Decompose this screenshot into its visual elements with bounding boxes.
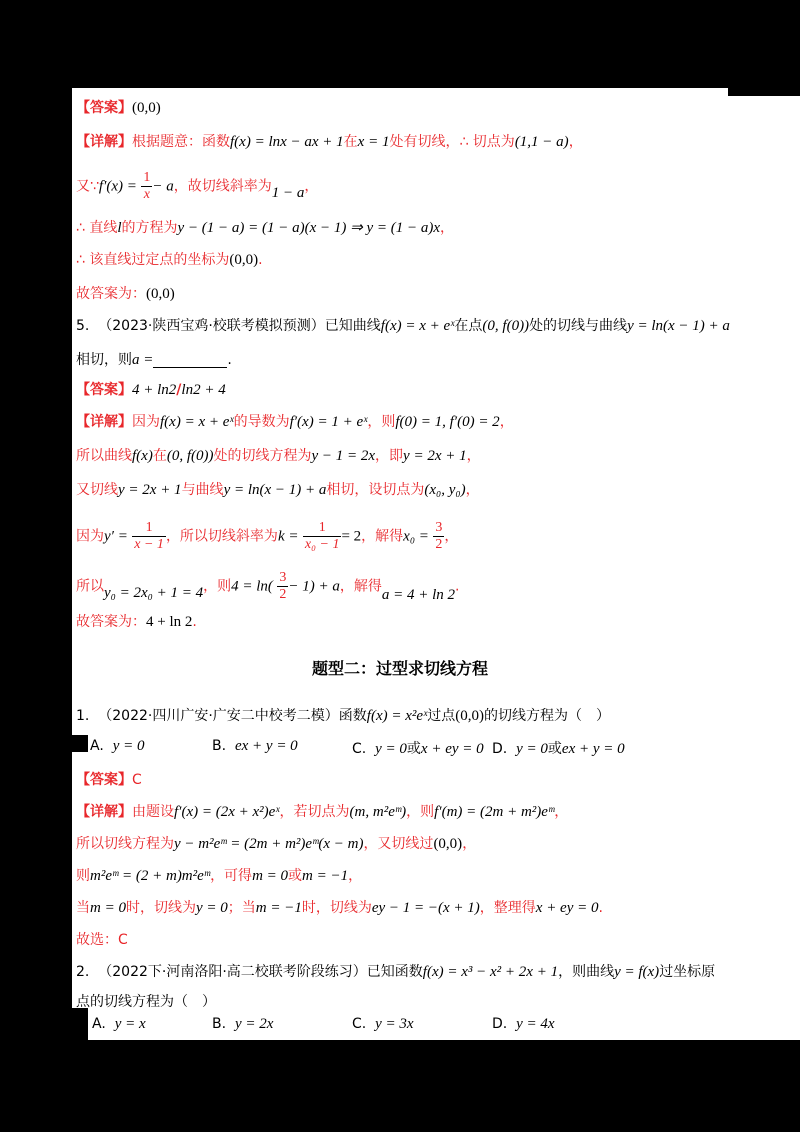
option-expr: ex + y = 0 [234,738,298,754]
answer-label: 【答案】 [76,100,132,116]
math: f(x) = x + eˣ [160,414,234,430]
question-source: （2022·四川广安·广安二中校考二模）函数 [98,708,367,724]
option-label: C. [352,1016,367,1032]
math: y = f(x) [614,964,660,980]
math: 1 − a [271,184,305,201]
denominator: 2 [435,537,443,552]
math: f(x) [132,448,153,464]
text: 与曲线 [181,482,224,498]
math: (x₀, y₀) [424,482,466,498]
choose-label: 故选： [76,932,118,948]
text: 处的切线与曲线 [529,318,628,334]
math: y = 2x + 1 [118,482,182,498]
text: 或 [406,741,421,757]
text: ，则曲线 [558,964,615,980]
math: (1,1 − a) [514,134,569,150]
text: ，可得 [210,868,253,884]
text: 的切线方程为（ ） [484,708,611,724]
text: . [455,578,460,595]
text: ， [465,482,480,498]
final-value: (0,0) [146,286,175,302]
q2-option-a[interactable] [92,1016,146,1033]
q2-stem-line-1 [76,962,715,982]
option-label: D. [492,1016,508,1032]
math: m²eᵐ = (2 + m)m²eᵐ [90,868,211,884]
text: 又切线 [76,482,118,498]
q5-answer-line [76,380,226,400]
q2-option-c[interactable] [352,1016,414,1033]
prev-final-answer [76,284,175,304]
option-label: B. [212,1016,227,1032]
denominator: x − 1 [134,537,164,552]
text: ，则 [406,804,435,820]
text: 在 [152,448,167,464]
page-corner-mask [728,88,800,96]
final-label: 故答案为： [76,614,146,630]
text: 的方程为 [121,220,178,236]
math: a = 4 + ln 2 [381,586,456,603]
numerator: 3 [435,520,443,535]
denominator: x₀ − 1 [304,537,340,552]
fraction [303,520,342,553]
denominator: 2 [279,587,287,602]
math: f(x) = lnx − ax + 1 [230,134,344,150]
text: ，则 [203,578,232,595]
text: ，整理得 [479,900,536,916]
text: 由题设 [132,804,174,820]
q1-detail-line-1 [76,802,568,822]
math: y = 0 [195,900,228,916]
option-expr: y = 4x [516,1016,555,1032]
text: ，解得 [339,578,382,595]
question-number: 5. [76,318,90,334]
math: (0,0) [455,708,485,724]
text: ；当 [227,900,256,916]
fraction [132,520,166,553]
math: f′(x) = 1 + eˣ [289,414,368,430]
math: y − m²eᵐ = (2m + m²)eᵐ(x − m) [174,836,364,852]
text: 在 [343,134,358,150]
math: y₀ = 2x₀ + 1 = 4 [104,584,204,601]
text: ，若切点为 [279,804,350,820]
option-label: A. [92,1016,106,1032]
math: (0,0) [229,252,259,268]
q1-option-c[interactable] [352,738,484,758]
q5-detail-line-5 [76,570,460,603]
q5-detail-line-2 [76,446,481,466]
text: . [192,614,197,630]
text: 的导数为 [233,414,290,430]
option-expr: y = 0 [516,741,548,757]
detail-label: 【详解】 [76,134,132,150]
q5-detail-line-4 [76,520,458,553]
math: (m, m²eᵐ) [349,804,407,820]
math: y = 2x + 1 [403,448,467,464]
math: y = ln(x − 1) + a [627,318,730,334]
q1-option-a[interactable] [90,738,144,755]
text: 过点 [427,708,456,724]
text: ， [304,178,319,195]
text: . [258,252,263,268]
question-number: 1. [76,708,90,724]
numerator: 1 [132,520,166,537]
page-edge-mask [72,1008,88,1040]
q1-detail-line-3 [76,866,362,886]
prev-answer-line [76,98,161,118]
math: − 1) + a [288,578,340,595]
text: ，故切线斜率为 [173,178,272,195]
text: ，所以切线斜率为 [165,528,278,545]
text: ， [568,134,583,150]
q2-option-b[interactable] [212,1016,273,1033]
text: . [598,900,603,916]
text: ， [444,528,459,545]
denominator: x [143,187,150,202]
text: ∴ 该直线过定点的坐标为 [76,252,230,268]
text: 所以切线方程为 [76,836,174,852]
math: f′(x) = [98,178,137,195]
option-expr: x + ey = 0 [420,741,484,757]
math: f′(m) = (2m + m²)eᵐ [434,804,555,820]
detail-label: 【详解】 [76,414,132,430]
text: 又∵ [76,178,99,195]
fraction [277,570,288,603]
math: = 2 [341,528,362,545]
math: a = [132,352,154,368]
math: m = 0 [90,900,126,916]
numerator: 1 [303,520,342,537]
question-number: 2. [76,964,90,980]
text: ，解得 [361,528,404,545]
option-expr: y = 3x [375,1016,414,1032]
math: − a [152,178,174,195]
math: (0, f(0)) [166,448,214,464]
choose-value: C [118,932,128,948]
option-expr: ex + y = 0 [561,741,625,757]
option-label: C. [352,741,367,757]
math: y′ = [104,528,128,545]
text: ，即 [375,448,404,464]
math: 4 = ln( [231,578,273,595]
q2-stem-line-2 [76,992,216,1012]
text: ， [348,868,363,884]
numerator: 1 [143,170,151,185]
text: 所以曲线 [76,448,132,464]
math: m = 0 [252,868,289,884]
final-value: 4 + ln 2 [146,614,193,630]
q5-stem-line-1 [76,316,730,336]
prev-detail-line-2 [76,170,318,203]
answer-value: 4 + ln2 [132,382,177,398]
text: 相切，则 [76,352,132,368]
answer-label: 【答案】 [76,772,132,788]
math: m = −1 [302,868,349,884]
answer-label: 【答案】 [76,382,132,398]
text: 所以 [76,578,104,595]
q1-detail-line-2 [76,834,476,854]
q1-choose-line [76,930,128,950]
option-expr: y = x [114,1016,146,1032]
q2-option-d[interactable] [492,1016,555,1033]
math: k = [277,528,299,545]
q5-detail-line-3 [76,480,480,500]
math: f(x) = x²eˣ [366,708,428,724]
numerator: 3 [279,570,287,585]
fraction [433,520,444,553]
text: ，则 [367,414,396,430]
section-title: 题型二：过型求切线方程 [311,659,488,678]
math: x = 1 [357,134,390,150]
detail-label: 【详解】 [76,804,132,820]
prev-detail-line-3 [76,218,454,238]
text: 相切，设切点为 [326,482,425,498]
text: ，又切线过 [363,836,434,852]
q1-answer-line [76,770,142,790]
math: y − 1 = 2x [311,448,376,464]
math: x + ey = 0 [535,900,599,916]
text: 处有切线，∴ 切点为 [389,134,515,150]
option-label: B. [212,738,227,754]
prev-detail-line-4 [76,250,263,270]
option-expr: y = 0 [375,741,407,757]
option-expr: y = 2x [234,1016,274,1032]
math: f(x) = x³ − x² + 2x + 1 [422,964,559,980]
option-label: A. [90,738,104,754]
text: ， [462,836,477,852]
text: ∴ 直线 [76,220,118,236]
answer-blank[interactable] [153,353,227,368]
text: 当 [76,900,90,916]
option-label: D. [492,741,508,757]
math: l [117,220,122,236]
q5-final-answer [76,612,197,632]
q5-detail-line-1 [76,412,514,432]
text: 因为 [132,414,160,430]
text: 时，切线为 [301,900,372,916]
text: ， [499,414,514,430]
prev-detail-line-1 [76,132,583,152]
text: ， [554,804,569,820]
page-edge-mask [72,735,88,752]
text: ， [440,220,455,236]
math: y − (1 − a) = (1 − a)(x − 1) ⇒ y = (1 − a)x [177,220,441,236]
text: ， [466,448,481,464]
q5-stem-line-2 [76,350,232,370]
answer-value: ln2 + 4 [181,382,226,398]
text: 因为 [76,528,104,545]
answer-value: (0,0) [132,100,161,116]
text: . [227,352,232,368]
question-source: （2022下·河南洛阳·高二校联考阶段练习）已知函数 [98,964,423,980]
math: (0, f(0)) [482,318,530,334]
answer-value: C [132,772,142,788]
text: 时，切线为 [125,900,196,916]
question-source: （2023·陕西宝鸡·校联考模拟预测）已知曲线 [98,318,381,334]
math: y = ln(x − 1) + a [223,482,327,498]
math: f(x) = x + eˣ [380,318,455,334]
fraction [141,170,152,203]
option-expr: y = 0 [112,738,145,754]
text: 或 [288,868,303,884]
math: f(0) = 1, f′(0) = 2 [395,414,500,430]
separator: / [176,382,182,398]
text: 或 [547,741,562,757]
text: 则 [76,868,90,884]
q1-option-d[interactable] [492,738,625,758]
text: 点的切线方程为（ ） [76,994,216,1010]
text: 处的切线方程为 [213,448,312,464]
text: 根据题意：函数 [132,134,230,150]
math: (0,0) [433,836,463,852]
q1-detail-line-4 [76,898,603,918]
math: x₀ = [403,528,429,545]
q1-option-b[interactable] [212,738,298,755]
math: ey − 1 = −(x + 1) [371,900,480,916]
math: m = −1 [255,900,302,916]
math: f′(x) = (2x + x²)eˣ [174,804,280,820]
text: 过坐标原 [659,964,716,980]
q1-stem [76,706,610,726]
final-label: 故答案为： [76,286,146,302]
text: 在点 [454,318,483,334]
